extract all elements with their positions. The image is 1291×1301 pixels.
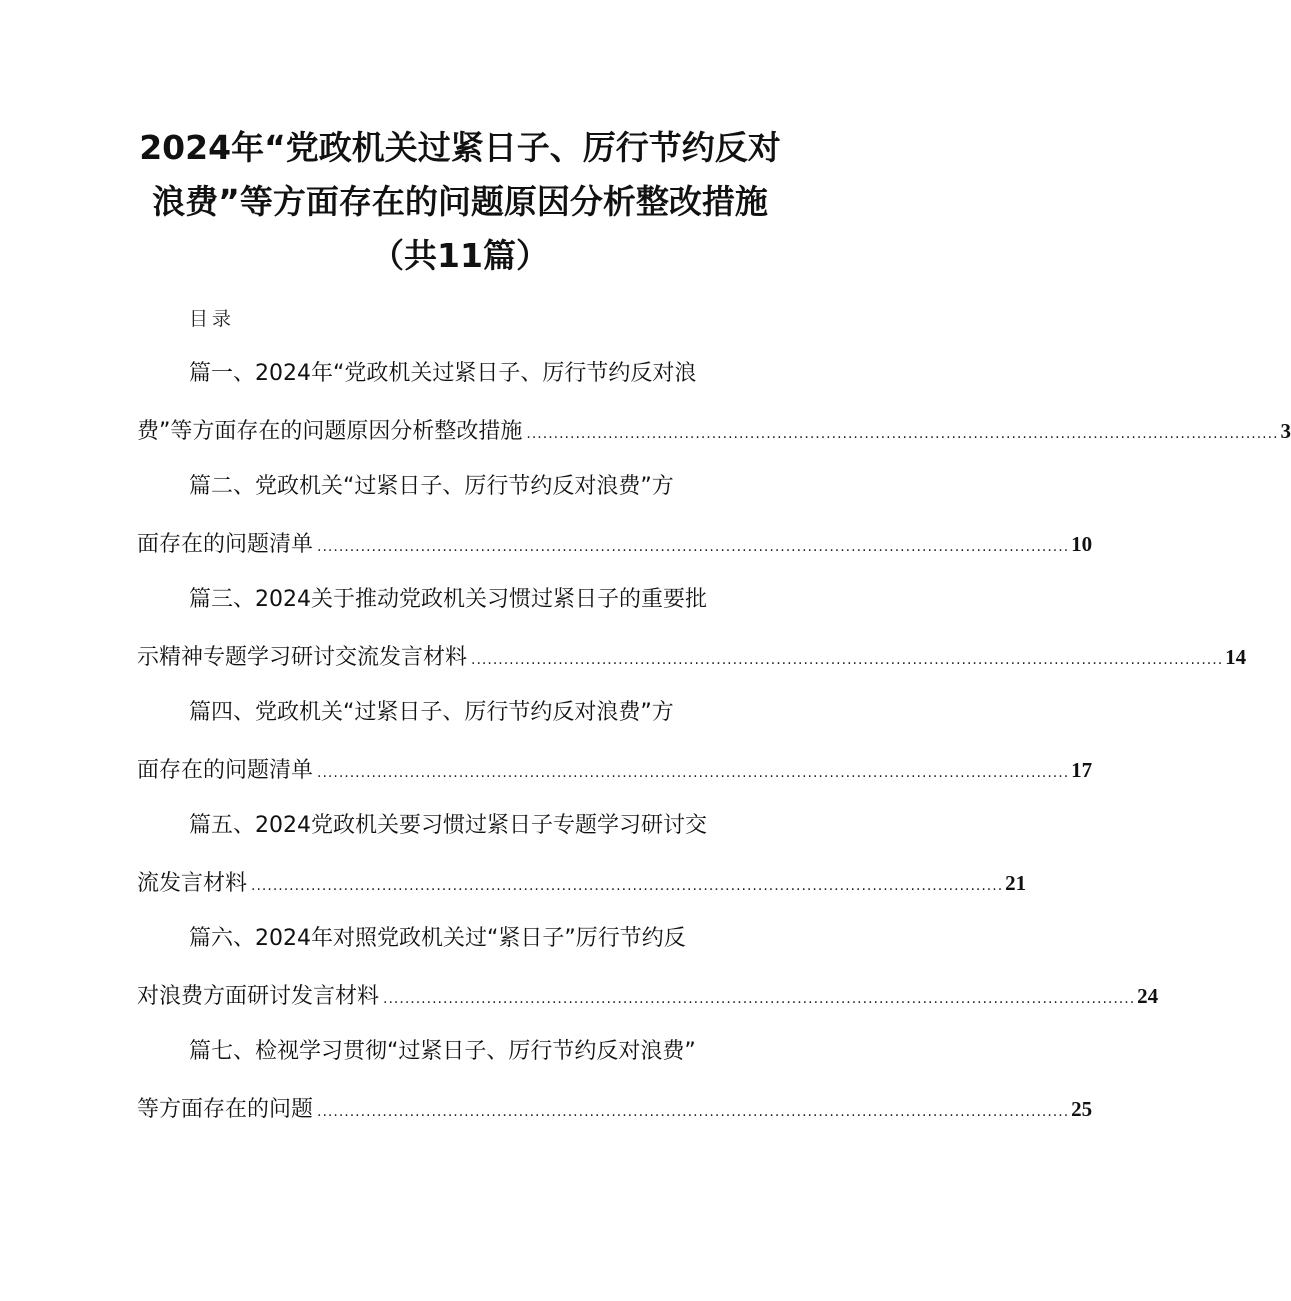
dot-leader: .......................................................................................................................................... — [317, 765, 1070, 781]
title-line-1: 2024年“党政机关过紧日子、厉行节约反对 — [139, 128, 781, 167]
toc-entry-line2 — [137, 529, 1093, 562]
toc-heading: 目录 — [189, 308, 236, 330]
dot-leader: .......................................................................................................................................... — [526, 426, 1279, 442]
toc-entry-line1: 篇七、检视学习贯彻“过紧日子、厉行节约反对浪费” — [189, 1039, 696, 1064]
dot-leader: .......................................................................................................................................... — [383, 991, 1136, 1007]
toc-entry-text: 面存在的问题清单 — [137, 532, 314, 557]
toc-entry-text: 对浪费方面研讨发言材料 — [137, 984, 380, 1009]
toc-entry-line2 — [137, 868, 1027, 901]
dot-leader: .......................................................................................................................................... — [251, 878, 1004, 894]
toc-entry-text: 面存在的问题清单 — [137, 758, 314, 783]
toc-entry-line2 — [137, 981, 1159, 1014]
title-line-2: 浪费”等方面存在的问题原因分析整改措施 — [152, 182, 768, 221]
dot-leader: .......................................................................................................................................... — [471, 652, 1224, 668]
toc-page-number: 3 — [1280, 419, 1291, 443]
toc-entry-line1: 篇六、2024年对照党政机关过“紧日子”厉行节约反 — [189, 926, 686, 951]
toc-page-number: 25 — [1071, 1097, 1093, 1121]
dot-leader: .......................................................................................................................................... — [317, 539, 1070, 555]
dot-leader: .......................................................................................................................................... — [317, 1104, 1070, 1120]
title-line-3: （共11篇） — [371, 236, 549, 275]
toc-entry-line2 — [137, 642, 1247, 675]
toc-page-number: 14 — [1225, 645, 1247, 669]
toc-page-number: 24 — [1137, 984, 1159, 1008]
toc-entry-line1: 篇三、2024关于推动党政机关习惯过紧日子的重要批 — [189, 587, 707, 612]
toc-entry-line1: 篇五、2024党政机关要习惯过紧日子专题学习研讨交 — [189, 813, 707, 838]
toc-page-number: 10 — [1071, 532, 1093, 556]
toc-entry-line1: 篇四、党政机关“过紧日子、厉行节约反对浪费”方 — [189, 700, 674, 725]
toc-entry-line2 — [137, 1094, 1093, 1127]
toc-entry-text: 示精神专题学习研讨交流发言材料 — [137, 645, 468, 670]
toc-entry-line1: 篇二、党政机关“过紧日子、厉行节约反对浪费”方 — [189, 474, 674, 499]
toc-page-number: 17 — [1071, 758, 1093, 782]
toc-entry-text: 费”等方面存在的问题原因分析整改措施 — [137, 419, 523, 444]
toc-entry-text: 流发言材料 — [137, 871, 248, 896]
toc-entry-line1: 篇一、2024年“党政机关过紧日子、厉行节约反对浪 — [189, 361, 697, 386]
toc-page-number: 21 — [1005, 871, 1027, 895]
toc-entry-line2 — [137, 755, 1093, 788]
toc-entry-text: 等方面存在的问题 — [137, 1097, 314, 1122]
toc-entry-line2 — [137, 416, 1291, 449]
document-title — [110, 121, 810, 283]
